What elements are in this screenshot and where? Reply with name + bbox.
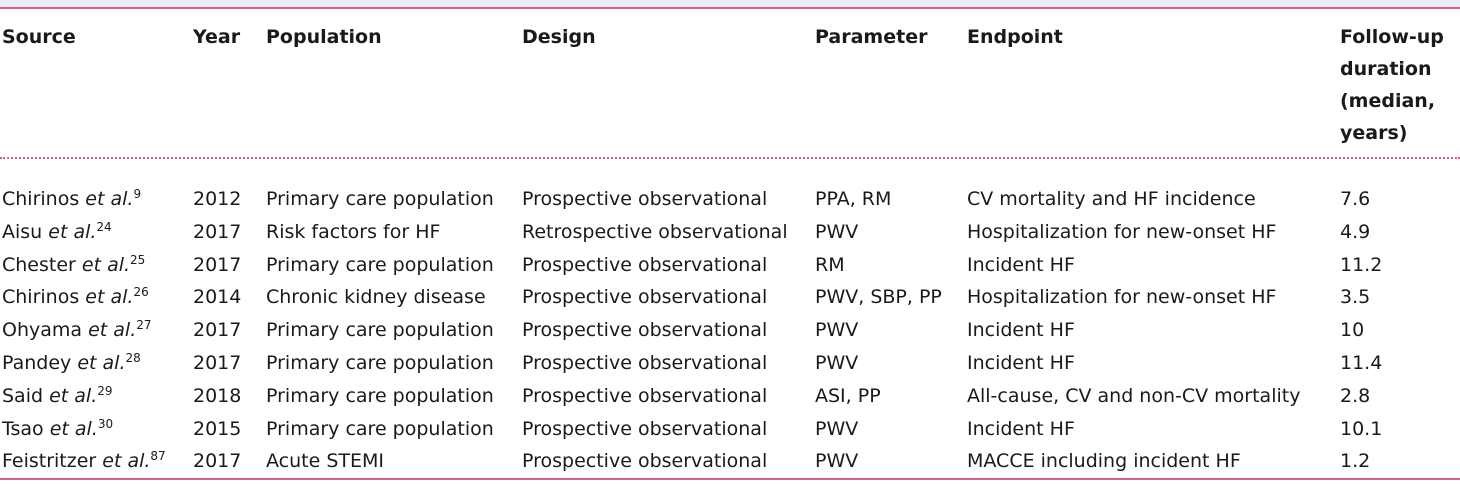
cell-parameter: PWV (815, 319, 859, 342)
cell-parameter: ASI, PP (815, 384, 881, 407)
cell-endpoint: All-cause, CV and non-CV mortality (967, 384, 1301, 407)
cell-design: Prospective observational (522, 417, 768, 440)
cell-endpoint: MACCE including incident HF (967, 450, 1241, 473)
source-etal: et al. (48, 220, 97, 243)
cell-design: Prospective observational (522, 450, 768, 473)
cell-parameter: PWV (815, 417, 859, 440)
source-ref: 28 (125, 350, 141, 365)
cell-design: Prospective observational (522, 188, 768, 210)
table-row (2, 216, 1455, 249)
cell-parameter: PWV (815, 450, 859, 473)
cell-source (2, 281, 193, 314)
cell-followup: 7.6 (1340, 188, 1371, 210)
cell-followup: 3.5 (1340, 286, 1371, 309)
cell-year: 2018 (193, 384, 242, 407)
header-endpoint: Endpoint (967, 26, 1063, 48)
cell-year: 2017 (193, 450, 242, 473)
header-population: Population (266, 26, 382, 48)
cell-parameter: PPA, RM (815, 188, 892, 210)
cell-design: Retrospective observational (522, 220, 788, 243)
table-row (2, 281, 1455, 314)
cell-endpoint: Hospitalization for new-onset HF (967, 220, 1277, 243)
cell-year: 2012 (193, 188, 242, 210)
source-etal: et al. (88, 319, 137, 342)
cell-source (2, 347, 193, 380)
table-top-rule (0, 7, 1460, 9)
cell-population: Risk factors for HF (266, 220, 441, 243)
cell-population: Primary care population (266, 417, 494, 440)
cell-design: Prospective observational (522, 253, 768, 276)
table-row (2, 445, 1455, 478)
cell-followup: 4.9 (1340, 220, 1371, 243)
source-author: Pandey (2, 351, 72, 374)
source-etal: et al. (49, 417, 98, 440)
source-ref: 25 (130, 252, 146, 267)
source-ref: 24 (96, 219, 112, 234)
cell-endpoint: Incident HF (967, 417, 1075, 440)
source-etal: et al. (77, 351, 126, 374)
cell-population: Primary care population (266, 351, 494, 374)
cell-year: 2017 (193, 220, 242, 243)
source-etal: et al. (85, 286, 134, 309)
source-author: Feistritzer (2, 450, 97, 473)
cell-population: Acute STEMI (266, 450, 384, 473)
source-author: Chirinos (2, 286, 80, 309)
cell-source (2, 249, 193, 282)
cell-followup: 11.4 (1340, 351, 1383, 374)
source-ref: 26 (133, 285, 149, 300)
studies-table (2, 21, 1455, 478)
source-etal: et al. (102, 450, 151, 473)
cell-source (2, 380, 193, 413)
cell-design: Prospective observational (522, 286, 768, 309)
source-author: Said (2, 384, 44, 407)
header-source: Source (2, 26, 76, 48)
header-design: Design (522, 26, 596, 48)
cell-parameter: PWV, SBP, PP (815, 286, 942, 309)
source-ref: 27 (136, 318, 152, 333)
source-author: Chirinos (2, 188, 80, 210)
cell-followup: 10.1 (1340, 417, 1383, 440)
table-row (2, 169, 1455, 216)
header-parameter: Parameter (815, 26, 928, 48)
cell-population: Primary care population (266, 319, 494, 342)
cell-endpoint: CV mortality and HF incidence (967, 188, 1256, 210)
cell-endpoint: Incident HF (967, 253, 1075, 276)
cell-endpoint: Incident HF (967, 319, 1075, 342)
table-header-row (2, 21, 1455, 169)
cell-source (2, 314, 193, 347)
header-followup: Follow-up duration (median, years) (1340, 26, 1444, 144)
table-row (2, 347, 1455, 380)
cell-population: Primary care population (266, 384, 494, 407)
source-ref: 9 (133, 187, 142, 201)
cell-population: Primary care population (266, 253, 494, 276)
cell-year: 2017 (193, 351, 242, 374)
cell-parameter: RM (815, 253, 845, 276)
source-author: Ohyama (2, 319, 83, 342)
cell-parameter: PWV (815, 351, 859, 374)
table-bottom-rule (0, 478, 1460, 480)
cell-source (2, 445, 193, 478)
cell-population: Chronic kidney disease (266, 286, 486, 309)
table-row (2, 249, 1455, 282)
cell-endpoint: Hospitalization for new-onset HF (967, 286, 1277, 309)
cell-design: Prospective observational (522, 384, 768, 407)
source-etal: et al. (49, 384, 98, 407)
source-ref: 29 (97, 383, 113, 398)
source-author: Aisu (2, 220, 43, 243)
source-etal: et al. (81, 253, 131, 276)
cell-design: Prospective observational (522, 319, 768, 342)
source-etal: et al. (85, 188, 134, 210)
cell-population: Primary care population (266, 188, 494, 210)
source-author: Chester (2, 253, 76, 276)
source-author: Tsao (2, 417, 44, 440)
cell-year: 2017 (193, 253, 242, 276)
cell-year: 2017 (193, 319, 242, 342)
source-ref: 30 (97, 416, 114, 431)
cell-year: 2014 (193, 286, 242, 309)
cell-source (2, 169, 193, 216)
source-ref: 87 (150, 449, 166, 464)
cell-source (2, 216, 193, 249)
cell-design: Prospective observational (522, 351, 768, 374)
cell-followup: 1.2 (1340, 450, 1371, 473)
table-row (2, 314, 1455, 347)
table-row (2, 413, 1455, 446)
cell-followup: 2.8 (1340, 384, 1371, 407)
cell-followup: 11.2 (1340, 253, 1383, 276)
cell-followup: 10 (1340, 319, 1365, 342)
table-row (2, 380, 1455, 413)
top-band (0, 0, 1460, 7)
cell-source (2, 413, 193, 446)
cell-parameter: PWV (815, 220, 859, 243)
cell-year: 2015 (193, 417, 242, 440)
cell-endpoint: Incident HF (967, 351, 1075, 374)
header-year: Year (193, 26, 241, 48)
